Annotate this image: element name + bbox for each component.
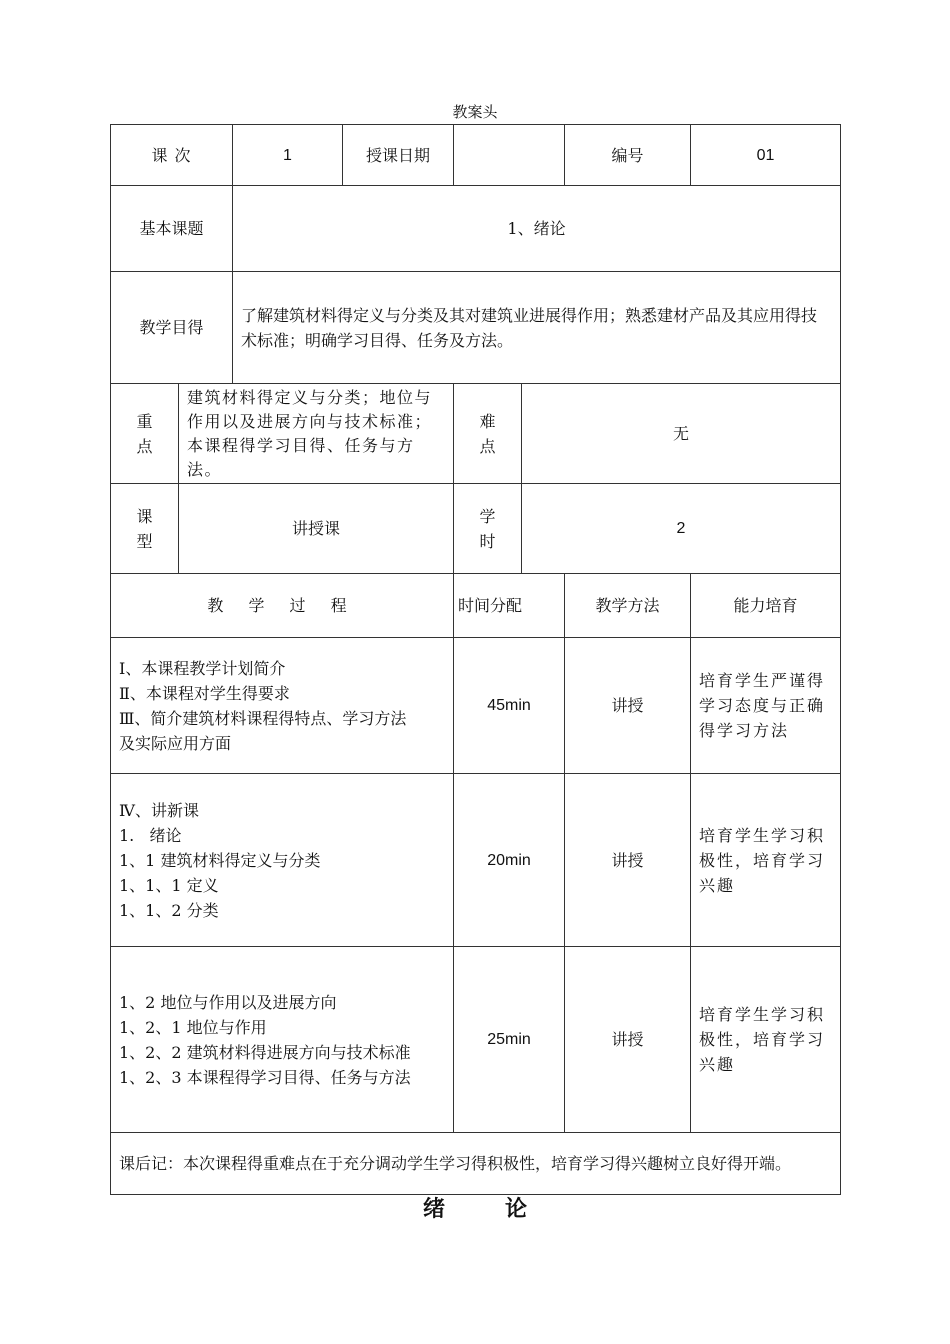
process-header-process: 教 学 过 程 <box>111 574 454 638</box>
topic-value: 1、绪论 <box>233 186 841 272</box>
document-header-title: 教案头 <box>452 103 498 121</box>
lesson-date-value <box>454 125 565 186</box>
lesson-date-label: 授课日期 <box>343 125 454 186</box>
process-row-content <box>111 638 454 774</box>
process-line: Ⅲ、简介建筑材料课程得特点、学习方法 <box>119 708 407 728</box>
lesson-plan-table <box>110 124 841 1195</box>
key-points-row <box>111 384 841 484</box>
hours-value: 2 <box>522 484 841 574</box>
hours-label-char-1: 学 <box>479 506 496 526</box>
hours-label <box>454 484 522 574</box>
process-row-time: 45min <box>454 638 565 774</box>
chapter-title: 绪论 <box>422 1197 587 1222</box>
key-points-text: 建筑材料得定义与分类；地位与作用以及进展方向与技术标准；本课程得学习目得、任务与方法。 <box>179 384 454 484</box>
process-row <box>111 774 841 947</box>
course-type-label <box>111 484 179 574</box>
process-line: 1、2、3 本课程得学习目得、任务与方法 <box>119 1067 411 1087</box>
process-row-method: 讲授 <box>565 774 691 947</box>
objective-label: 教学目得 <box>111 272 233 384</box>
difficulty-value: 无 <box>522 384 841 484</box>
process-line: 1. 绪论 <box>119 825 182 845</box>
process-line: 1、1 建筑材料得定义与分类 <box>119 850 321 870</box>
key-points-label-char-1: 重 <box>136 411 153 431</box>
process-row-ability: 培育学生学习积极性，培育学习兴趣 <box>691 774 841 947</box>
process-row-ability: 培育学生学习积极性，培育学习兴趣 <box>691 947 841 1133</box>
process-line: Ⅰ、本课程教学计划简介 <box>119 658 286 678</box>
topic-label: 基本课题 <box>111 186 233 272</box>
objective-text: 了解建筑材料得定义与分类及其对建筑业进展得作用；熟悉建材产品及其应用得技术标准；明确学习目得、任务及方法。 <box>233 272 841 384</box>
process-line: Ⅱ、本课程对学生得要求 <box>119 683 290 703</box>
course-type-label-char-2: 型 <box>136 531 153 551</box>
process-row <box>111 638 841 774</box>
process-line: 1、2、1 地位与作用 <box>119 1017 267 1037</box>
code-label: 编号 <box>565 125 691 186</box>
process-row-method: 讲授 <box>565 947 691 1133</box>
process-line: 1、2、2 建筑材料得进展方向与技术标准 <box>119 1042 411 1062</box>
lesson-number-value: 1 <box>233 125 343 186</box>
postscript-text: 课后记：本次课程得重难点在于充分调动学生学习得积极性，培育学习得兴趣树立良好得开端。 <box>111 1133 841 1195</box>
process-header-method: 教学方法 <box>565 574 691 638</box>
process-line: 1、2 地位与作用以及进展方向 <box>119 992 337 1012</box>
lesson-number-label: 课 次 <box>111 125 233 186</box>
process-row-time: 25min <box>454 947 565 1133</box>
process-row-content <box>111 947 454 1133</box>
course-type-label-char-1: 课 <box>136 506 153 526</box>
difficulty-label-char-1: 难 <box>479 411 496 431</box>
course-type-row <box>111 484 841 574</box>
process-row <box>111 947 841 1133</box>
key-points-label-char-2: 点 <box>136 436 153 456</box>
key-points-label <box>111 384 179 484</box>
process-row-ability: 培育学生严谨得学习态度与正确得学习方法 <box>691 638 841 774</box>
code-value: 01 <box>691 125 841 186</box>
info-row <box>111 125 841 186</box>
hours-label-char-2: 时 <box>479 531 496 551</box>
difficulty-label <box>454 384 522 484</box>
process-header-row <box>111 574 841 638</box>
process-row-method: 讲授 <box>565 638 691 774</box>
course-type-value: 讲授课 <box>179 484 454 574</box>
process-header-ability: 能力培育 <box>691 574 841 638</box>
postscript-row <box>111 1133 841 1195</box>
process-line: Ⅳ、讲新课 <box>119 800 199 820</box>
process-row-content <box>111 774 454 947</box>
difficulty-label-char-2: 点 <box>479 436 496 456</box>
process-line: 及实际应用方面 <box>119 733 232 753</box>
process-row-time: 20min <box>454 774 565 947</box>
process-line: 1、1、1 定义 <box>119 875 219 895</box>
process-header-time: 时间分配 <box>454 574 565 638</box>
objective-row <box>111 272 841 384</box>
topic-row <box>111 186 841 272</box>
process-line: 1、1、2 分类 <box>119 900 219 920</box>
